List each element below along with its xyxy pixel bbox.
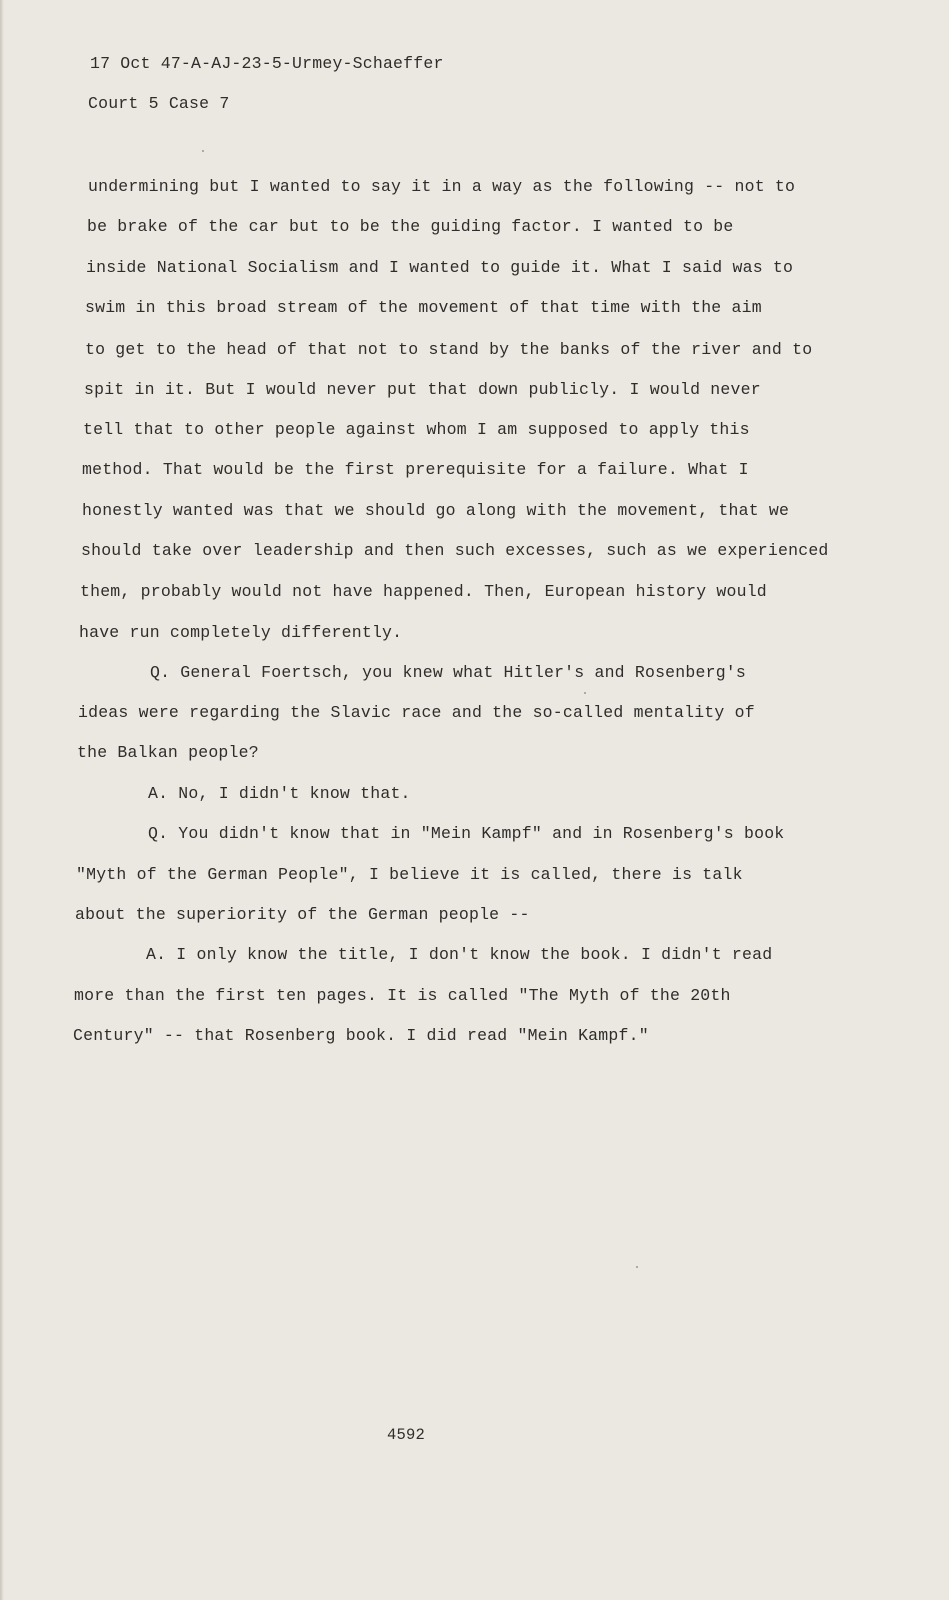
- file-reference: 17 Oct 47-A-AJ-23-5-Urmey-Schaeffer: [90, 54, 444, 73]
- body-line-7: tell that to other people against whom I am supposed to apply this: [83, 420, 750, 439]
- body-line-8: method. That would be the first prerequisite for a failure. What I: [82, 460, 749, 479]
- answer-2: A. I only know the title, I don't know the book. I didn't read: [146, 945, 773, 964]
- body-line-9: honestly wanted was that we should go along with the movement, that we: [82, 501, 790, 520]
- paper-speck: [636, 1266, 638, 1268]
- body-line-15: the Balkan people?: [77, 743, 259, 762]
- body-line-1: undermining but I wanted to say it in a way as the following -- not to: [88, 177, 796, 196]
- page-number: 4592: [387, 1426, 426, 1444]
- question-2: Q. You didn't know that in "Mein Kampf" and in Rosenberg's book: [148, 824, 785, 843]
- body-line-6: spit in it. But I would never put that down publicly. I would never: [84, 380, 761, 399]
- body-line-4: swim in this broad stream of the movement of that time with the aim: [85, 298, 762, 317]
- page-edge-shadow: [0, 0, 4, 1600]
- body-line-22: Century" -- that Rosenberg book. I did read "Mein Kampf.": [73, 1026, 649, 1045]
- body-line-2: be brake of the car but to be the guiding factor. I wanted to be: [87, 217, 734, 236]
- body-line-19: about the superiority of the German people --: [75, 905, 530, 924]
- body-line-12: have run completely differently.: [79, 623, 403, 642]
- body-line-5: to get to the head of that not to stand by the banks of the river and to: [85, 340, 813, 359]
- body-line-21: more than the first ten pages. It is called "The Myth of the 20th: [74, 986, 731, 1005]
- body-line-18: "Myth of the German People", I believe it is called, there is talk: [76, 865, 743, 884]
- paper-speck: [584, 692, 586, 694]
- court-case-label: Court 5 Case 7: [88, 94, 230, 113]
- body-line-14: ideas were regarding the Slavic race and the so-called mentality of: [78, 703, 755, 722]
- answer-1: A. No, I didn't know that.: [148, 784, 411, 803]
- body-line-11: them, probably would not have happened. Then, European history would: [80, 582, 767, 601]
- paper-speck: [202, 150, 204, 152]
- question-1: Q. General Foertsch, you knew what Hitler's and Rosenberg's: [150, 663, 746, 682]
- body-line-10: should take over leadership and then such excesses, such as we experienced: [81, 541, 829, 560]
- body-line-3: inside National Socialism and I wanted to guide it. What I said was to: [86, 258, 794, 277]
